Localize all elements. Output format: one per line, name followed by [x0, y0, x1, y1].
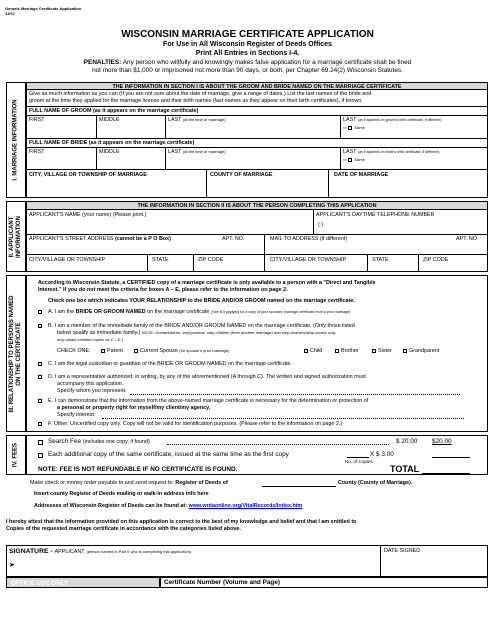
option-e-text: E. I can demonstrate that the information from the above-named marriage certificate is necessary for the determination or protection of: [48, 398, 369, 404]
signature-text: SIGNATURE: [9, 548, 49, 555]
arrow-left-icon: ⇦: [343, 125, 347, 130]
per-copy-fee: X $ 3.00: [370, 451, 394, 458]
section3-side-label-2: ON THE CERTIFICATE: [16, 321, 22, 386]
sister-checkbox[interactable]: [372, 349, 376, 353]
bride-header: FULL NAME OF BRIDE (as it appears on the marriage certificate): [29, 140, 195, 146]
check-one-instruction: Check one box which indicates YOUR RELATIONSHIP to the BRIDE AND/OR GROOM named on the marriage certificate.: [48, 298, 355, 304]
current-spouse-note: (for spouse's prior marriage): [179, 348, 230, 353]
option-b-text-2a: below qualify as immediate family.): [57, 330, 141, 336]
addresses-line: [34, 503, 302, 509]
arrow-right-icon: ➤: [9, 562, 15, 569]
current-spouse-text: Current Spouse: [140, 348, 178, 354]
payment-line: [30, 480, 228, 486]
section1-band-text: THE INFORMATION IN SECTION I IS ABOUT THE GROOM AND BRIDE NAMED ON THE MARRIAGE CERTIFICATE: [112, 84, 402, 90]
option-a-text: [48, 309, 350, 315]
groom-last-label: [168, 117, 226, 123]
cert-number-label: Certificate Number (Volume and Page): [164, 579, 281, 586]
bride-last-note: (at the time of marriage): [182, 149, 226, 154]
total-label: TOTAL: [390, 464, 420, 474]
applicant-street-label: [29, 236, 171, 242]
bride-birth-last-label: LAST: [343, 149, 357, 155]
section4-side-label: IV. FEES: [12, 442, 19, 468]
section2-band: [26, 201, 488, 210]
zip-label: ZIP CODE: [198, 257, 224, 263]
groom-first-label: FIRST: [29, 117, 45, 123]
section1-side-label: I. MARRIAGE INFORMATION: [12, 99, 19, 181]
signature-label: [9, 548, 191, 555]
option-c-text: C. I am the legal custodian or guardian of the BRIDE OR GROOM NAMED on the marriage certificate.: [48, 361, 292, 367]
groom-last-text: LAST: [168, 117, 182, 123]
insert-address-line: Insert county Register of Deeds mailing or walk-in address info here: [34, 491, 209, 497]
penalties-line: [0, 59, 495, 66]
groom-same-option[interactable]: [343, 125, 365, 130]
copies-field[interactable]: [347, 457, 369, 458]
section2-side: [6, 201, 26, 272]
groom-middle-label: MIDDLE: [99, 117, 120, 123]
date-of-marriage-label: DATE OF MARRIAGE: [334, 172, 389, 178]
section1-side: [6, 82, 26, 198]
groom-last-note: (at the time of marriage): [182, 117, 226, 122]
child-label: Child: [310, 348, 323, 354]
current-spouse-label: [140, 348, 229, 354]
option-a-checkbox[interactable]: [38, 310, 42, 314]
parent-checkbox[interactable]: [101, 349, 105, 353]
page-title: WISCONSIN MARRIAGE CERTIFICATE APPLICATION: [121, 29, 374, 40]
search-fee-note: (includes one copy, if found): [82, 439, 150, 445]
penalties-text: Any person who willfully and knowingly makes false application for a marriage certificate shall be fined: [122, 59, 412, 66]
payment-county: County (County of Marriage).: [338, 480, 413, 486]
applicant-name-label: APPLICANT'S NAME (your name) (Please print.): [29, 212, 147, 218]
city-of-marriage-label: CITY, VILLAGE OR TOWNSHIP OF MARRIAGE: [29, 172, 147, 178]
groom-birth-last: [343, 117, 442, 123]
bride-birth-last: [343, 149, 439, 155]
option-d-text: D. I am a representative authorized, in writing, by any of the aforementioned (A through C). The written and signed authorization must: [48, 374, 366, 380]
section1-intro-2: groom at the time they applied for the marriage license and their birth names (last names as they appear on their birth certificates), if known.: [29, 98, 363, 104]
section1-intro: Give as much information as you can (If you are not sure about the date of marriage, give a range of dates.) List the last names of the bride and: [29, 91, 372, 97]
current-spouse-checkbox[interactable]: [134, 349, 138, 353]
fee-note: NOTE: FEE IS NOT REFUNDABLE IF NO CERTIFICATE IS FOUND.: [38, 466, 238, 473]
option-a-bold: BRIDE OR GROOM NAMED: [75, 309, 146, 315]
grandparent-checkbox[interactable]: [403, 349, 407, 353]
bride-same-checkbox[interactable]: [348, 158, 352, 162]
sister-label: Sister: [378, 348, 392, 354]
groom-header: FULL NAME OF GROOM (as it appears on the marriage certificate): [29, 108, 199, 114]
office-use-label: OFFICE USE ONLY: [11, 579, 69, 587]
applicant-phone-parens: ( ): [318, 222, 324, 228]
bride-last-label: [168, 149, 226, 155]
groom-same-label: Same: [354, 125, 365, 130]
street-label-text: APPLICANT'S STREET ADDRESS: [29, 236, 114, 242]
payment-bold: Register of Deeds of: [175, 480, 228, 486]
option-b-text: B. I am a member of the immediate family of the BRIDE AND/OR GROOM NAMED on the marriage certificate. (Only those listed: [48, 323, 355, 329]
applicant-text: APPLICANT: [54, 549, 85, 555]
date-signed-label: DATE SIGNED: [384, 548, 421, 554]
option-d-text-2: accompany this application.: [57, 381, 124, 387]
section2-band-text: THE INFORMATION IN SECTION II IS ABOUT THE PERSON COMPLETING THIS APPLICATION: [137, 203, 377, 209]
applicant-note: (person named in Part II who is completing this application): [86, 549, 192, 554]
search-fee-checkbox[interactable]: [38, 440, 43, 445]
grandparent-label: Grandparent: [409, 348, 440, 354]
option-a-pre: A. I am the: [48, 309, 76, 315]
form-name: Generic Marriage Certificate Application: [5, 6, 82, 11]
search-fee-label: [48, 438, 150, 445]
search-fee-text: Search Fee: [48, 438, 82, 445]
state-label-2: STATE: [372, 257, 389, 263]
applicant-phone-label: APPLICANT'S DAYTIME TELEPHONE NUMBER: [316, 212, 435, 218]
option-c-checkbox[interactable]: [38, 362, 42, 366]
date-signed-field[interactable]: [384, 556, 484, 576]
groom-birth-last-label: LAST: [343, 117, 357, 123]
mail-to-label: MAIL TO ADDRESS (if different): [270, 236, 348, 242]
option-d-checkbox[interactable]: [38, 375, 42, 379]
additional-total-field[interactable]: [432, 457, 470, 458]
bride-first-label: FIRST: [29, 149, 45, 155]
parent-label: Parent: [107, 348, 123, 354]
apt-label-2: APT. NO.: [456, 236, 479, 242]
form-date: 11/07: [5, 11, 15, 16]
bride-birth-last-note: (as it appears on bride's birth certificate, if different): [357, 150, 440, 154]
section4-side: [6, 435, 26, 475]
additional-copy-checkbox[interactable]: [38, 453, 43, 458]
city-label: CITY/VILLAGE OR TOWNSHIP: [29, 257, 106, 263]
section3-intro: According to Wisconsin Statute, a CERTIFIED copy of a marriage certificate is only available to a person with a "Direct and Tangible: [38, 280, 376, 286]
signature-field[interactable]: [16, 556, 376, 576]
groom-birth-last-note: (as it appears on groom's birth certificate, if different): [357, 118, 442, 122]
bride-same-label: Same: [354, 157, 365, 162]
specify-interest-field[interactable]: [102, 418, 464, 419]
page-subtitle-2: Print All Entries in Sections I-4.: [195, 50, 300, 57]
option-a-post: on the marriage certificate: [145, 309, 210, 315]
option-e-checkbox[interactable]: [38, 399, 42, 403]
option-f-text: F. Other: Uncertified copy only. Copy will not be valid for identification purposes. (Please refer to the information on page 2.): [48, 421, 343, 427]
bride-same-option[interactable]: [343, 157, 365, 162]
section3-side-label-1: III. RELATIONSHIP TO PERSONS NAMED: [9, 294, 15, 413]
attest-line: I hereby attest that the information provided on this application is correct to the best of my knowledge and belief and that I am entitled to: [6, 519, 357, 525]
bride-last-text: LAST: [168, 149, 182, 155]
total-field[interactable]: [422, 473, 470, 474]
option-b-checkbox[interactable]: [38, 324, 42, 328]
section3-side: [6, 275, 26, 432]
section1-band: [26, 82, 488, 90]
represent-field[interactable]: [130, 394, 460, 395]
groom-same-checkbox[interactable]: [348, 126, 352, 130]
additional-copy-text: Each additional copy of the same certificate, issued at the same time as the first copy: [48, 451, 289, 458]
page-subtitle: For Use in All Wisconsin Register of Deeds Offices: [163, 41, 332, 48]
city-label-2: CITY/VILLAGE OR TOWNSHIP: [270, 257, 347, 263]
section2-side-label-1: II. APPLICANT: [9, 216, 15, 257]
street-label-note: (cannot be a P O Box): [115, 236, 171, 242]
section3-intro-2: Interest." If you do not meet the criteria for boxes A – E, please refer to the information on page 2.: [38, 287, 288, 293]
arrow-left-icon: ⇦: [343, 157, 347, 162]
option-e-text-2: a personal or property right for myself/my client/my agency.: [57, 405, 211, 411]
state-label: STATE: [152, 257, 169, 263]
attest-line-2: Copies of the requested marriage certificate in accordance with the categories listed above.: [6, 526, 241, 532]
num-copies-label: No. of Copies: [345, 459, 373, 464]
signature-dash: -: [50, 548, 53, 555]
child-checkbox[interactable]: [304, 349, 308, 353]
section2-side-label-2: INFORMATION: [16, 215, 22, 258]
option-b-note-2: only obtain certified copies as C – E.): [57, 337, 124, 342]
check-one-label: CHECK ONE:: [57, 348, 91, 354]
brother-label: Brother: [341, 348, 359, 354]
option-a-note: (See B if applying for a copy of your spouses' marriage certificate from a prior marriage): [211, 310, 351, 314]
addresses-pre: Addresses of Wisconsin Register of Deeds can be found at:: [34, 503, 188, 509]
option-f-checkbox[interactable]: [38, 422, 42, 426]
penalties-text-2: not more than $1,000 or imprisoned not more than 90 days, or both, per Chapter 69.24(2) Wisconsin Statutes.: [92, 67, 403, 74]
office-use-band: [6, 577, 160, 588]
apt-label: APT. NO.: [222, 236, 245, 242]
payment-pre: Make check or money order payable to and send request to:: [30, 480, 174, 486]
bride-middle-label: MIDDLE: [99, 149, 120, 155]
option-e-text-3: Specify interest:: [57, 412, 96, 418]
option-b-text-2: [57, 330, 336, 336]
section3-side-label: [9, 295, 23, 412]
search-fee-total: $20.00: [432, 438, 452, 445]
county-field[interactable]: [262, 486, 336, 487]
penalties-label: PENALTIES:: [83, 59, 122, 66]
option-b-note: NOTE: Grandchildren, step-parents, step children (from another marriage) and step-brothers/step-sisters may: [141, 330, 336, 335]
wrda-link[interactable]: www.wrdaonline.org/VitalRecords/Index.htm: [188, 503, 303, 509]
county-of-marriage-label: COUNTY OF MARRIAGE: [210, 172, 273, 178]
section2-side-label: [9, 216, 23, 258]
zip-label-2: ZIP CODE: [423, 257, 449, 263]
brother-checkbox[interactable]: [335, 349, 339, 353]
option-d-text-3: Specify whom you represent.: [57, 388, 127, 394]
search-fee-amount: $ 20.00: [396, 438, 418, 445]
